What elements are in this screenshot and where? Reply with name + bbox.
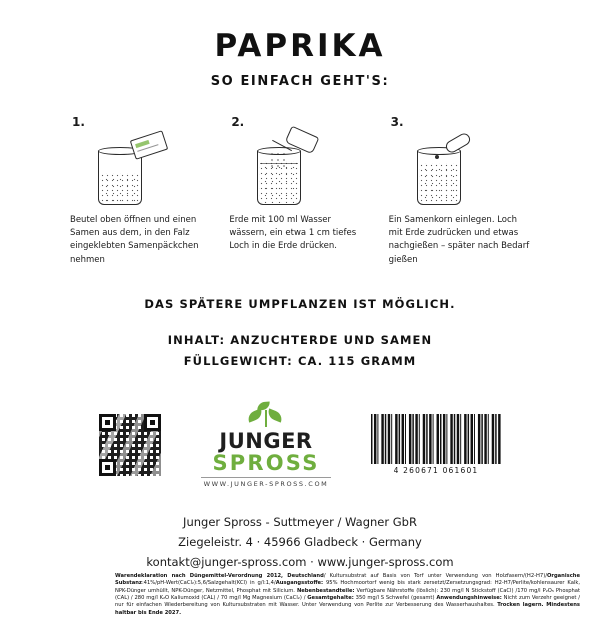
step-illustration-2 xyxy=(229,133,370,205)
address-line-1: Junger Spross - Suttmeyer / Wagner GbR xyxy=(183,514,417,529)
step-illustration-1 xyxy=(70,133,211,205)
legal-p2-bold: Nebenbestandteile: xyxy=(296,587,355,594)
legal-p3-bold: Gesamtgehalte: xyxy=(307,594,354,601)
sprout-icon xyxy=(246,402,286,428)
contents-note: INHALT: ANZUCHTERDE UND SAMEN xyxy=(167,332,433,347)
transplant-note: DAS SPÄTERE UMPFLANZEN IST MÖGLICH. xyxy=(144,296,456,311)
step-number: 1. xyxy=(72,115,85,129)
qr-code[interactable] xyxy=(99,414,161,476)
step-text: Erde mit 100 ml Wasser wässern, ein etwa 1 cm tiefes Loch in die Erde drücken. xyxy=(229,215,357,252)
legal-p4: Nicht zum Verzehr geeignet / nur für einfachen Wiederbereitung von Kultursubstraten mit Wasser. Unter Verwendung von Perlite zur Verbesserung des Wasserhaushaltes. xyxy=(115,594,580,609)
page-subtitle: SO EINFACH GEHT'S: xyxy=(210,74,390,89)
legal-p5-bold: Trocken lagern. Mindestens haltbar bis Ende 2027. xyxy=(115,602,581,616)
step-text: Beutel oben öffnen und einen Samen aus dem, in den Falz eingeklebten Samenpäckchen nehmen xyxy=(70,215,199,265)
barcode xyxy=(371,414,501,475)
address-line-2: Ziegeleistr. 4 · 45966 Gladbeck · Germany xyxy=(178,534,422,549)
logo-text-top: JUNGER xyxy=(219,428,313,453)
legal-p1-bold: Warendeklaration nach Düngemittel-Verordnung 2012, Deutschland xyxy=(115,572,324,579)
company-address xyxy=(0,512,600,572)
step-illustration-3 xyxy=(389,133,530,205)
weight-note: FÜLLGEWICHT: CA. 115 GRAMM xyxy=(183,353,417,368)
step-1 xyxy=(70,115,211,267)
step-2 xyxy=(229,115,370,267)
seed-packet-icon xyxy=(130,130,169,160)
legal-p1d: Ausgangsstoffe: xyxy=(275,580,324,587)
legal-p1e: 95% Hochmoortorf wenig bis stark zersetzt/Zersetzungsgrad: H2-H7/Perlite/kohlensaurer Kalk, NPK-Dünger umhüllt, NPK-Dünger, Netzmittel, Phosphat mit Silicium. xyxy=(115,580,580,594)
legal-p1b: Organische Substanz xyxy=(115,572,581,587)
brand-logo xyxy=(201,402,331,488)
legal-p2: Verfügbare Nährstoffe (löslich): 230 mg/l N Stickstoff (CaCl) /170 mg/l P₂O₅ Phosphat (CAL) / 280 mg/l K₂O Kaliumoxid (CAL) / 70 mg/l Mg Magnesium (CaCl₂) / xyxy=(115,587,580,601)
barcode-number: 4 260671 061601 xyxy=(393,466,479,476)
logo-url: WWW.JUNGER-SPROSS.COM xyxy=(201,477,331,488)
legal-p1: / Kultursubstrat auf Basis von Torf unter Verwendung von Holzfasern/(H2-H7)/ xyxy=(323,572,547,579)
address-line-3: kontakt@junger-spross.com · www.junger-spross.com xyxy=(146,555,454,570)
page-title: PAPRIKA xyxy=(214,28,386,64)
instruction-steps xyxy=(0,115,600,267)
legal-p1c: :41%/pH-Wert(CaCl₂):5,6/Salzgehalt(KCl) in g/l:1,4/ xyxy=(141,580,276,587)
step-number: 2. xyxy=(231,115,245,129)
water-drops-icon xyxy=(269,151,287,169)
legal-declaration xyxy=(115,573,580,618)
pot-icon xyxy=(417,147,461,205)
legal-p4-bold: Anwendungshinweise: xyxy=(436,594,502,601)
codes-row xyxy=(0,402,600,488)
seed-package-back-label xyxy=(0,28,600,628)
step-3 xyxy=(389,115,530,267)
step-number: 3. xyxy=(390,115,404,129)
step-text: Ein Samenkorn einlegen. Loch mit Erde zudrücken und etwas nachgießen – später nach Bedarf gießen xyxy=(388,215,530,265)
barcode-bars xyxy=(371,414,501,464)
seed-icon xyxy=(435,155,439,159)
logo-text-bottom: SPROSS xyxy=(212,450,320,475)
legal-p3: 350 mg/l S Schwefel (gesamt) xyxy=(353,594,437,601)
